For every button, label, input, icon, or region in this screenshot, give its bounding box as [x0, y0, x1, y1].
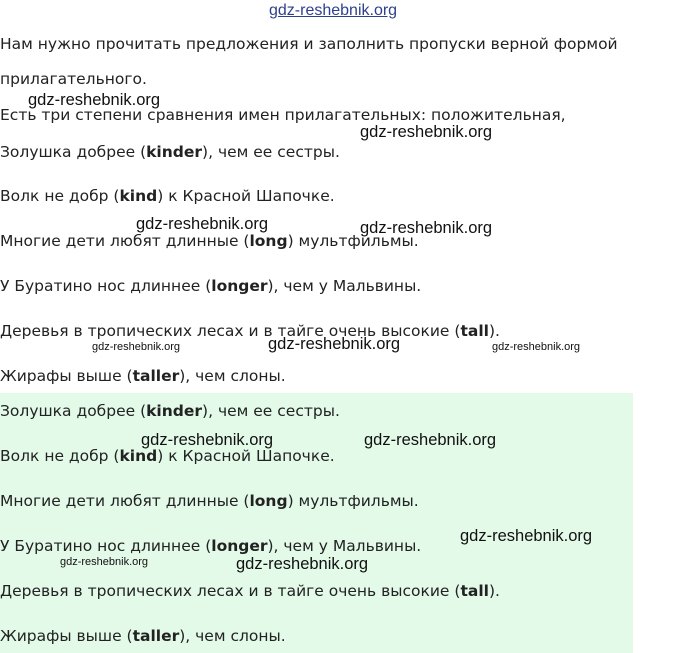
task-word-4: longer [211, 277, 268, 295]
task-sentence-4: У Буратино нос длиннее (longer), чем у Мальвины. [0, 277, 422, 295]
intro-line-1: Нам нужно прочитать предложения и заполнить пропуски верной формой [0, 35, 618, 53]
answer-word-4: longer [211, 537, 268, 555]
answer-sentence-1: Золушка добрее (kinder), чем ее сестры. [0, 402, 340, 420]
answer-sentence-6: Жирафы выше (taller), чем слоны. [0, 627, 286, 645]
watermark: gdz-reshebnik.org [136, 215, 269, 233]
answer-word-2: kind [119, 447, 158, 465]
answer-sentence-4: У Буратино нос длиннее (longer), чем у Мальвины. [0, 537, 422, 555]
watermark: gdz-reshebnik.org [492, 341, 581, 353]
answer-word-1: kinder [146, 402, 203, 420]
watermark: gdz-reshebnik.org [236, 555, 369, 573]
watermark: gdz-reshebnik.org [60, 556, 149, 568]
task-sentence-6: Жирафы выше (taller), чем слоны. [0, 367, 286, 385]
task-sentence-3: Многие дети любят длинные (long) мультфильмы. [0, 232, 419, 250]
task-word-6: taller [132, 367, 180, 385]
answer-sentence-2: Волк не добр (kind) к Красной Шапочке. [0, 447, 335, 465]
answer-word-6: taller [132, 627, 180, 645]
task-word-2: kind [119, 187, 158, 205]
answer-box [0, 393, 633, 653]
watermark: gdz-reshebnik.org [460, 527, 593, 545]
watermark: gdz-reshebnik.org [141, 431, 274, 449]
task-word-5: tall [460, 322, 489, 340]
watermark: gdz-reshebnik.org [268, 335, 401, 353]
task-sentence-5: Деревья в тропических лесах и в тайге очень высокие (tall). [0, 322, 500, 340]
watermark-top: gdz-reshebnik.org [269, 2, 398, 19]
watermark: gdz-reshebnik.org [92, 341, 181, 353]
answer-word-3: long [249, 492, 288, 510]
task-sentence-2: Волк не добр (kind) к Красной Шапочке. [0, 187, 335, 205]
intro-line-2: прилагательного. [0, 70, 147, 88]
watermark: gdz-reshebnik.org [360, 123, 493, 141]
answer-sentence-3: Многие дети любят длинные (long) мультфильмы. [0, 492, 419, 510]
watermark: gdz-reshebnik.org [28, 91, 161, 109]
task-word-3: long [249, 232, 288, 250]
task-word-1: kinder [146, 143, 203, 161]
intro-line-3: Есть три степени сравнения имен прилагательных: положительная, [0, 106, 566, 124]
task-sentence-1: Золушка добрее (kinder), чем ее сестры. [0, 143, 340, 161]
watermark: gdz-reshebnik.org [364, 431, 497, 449]
answer-word-5: tall [460, 582, 489, 600]
watermark: gdz-reshebnik.org [360, 219, 493, 237]
answer-sentence-5: Деревья в тропических лесах и в тайге очень высокие (tall). [0, 582, 500, 600]
